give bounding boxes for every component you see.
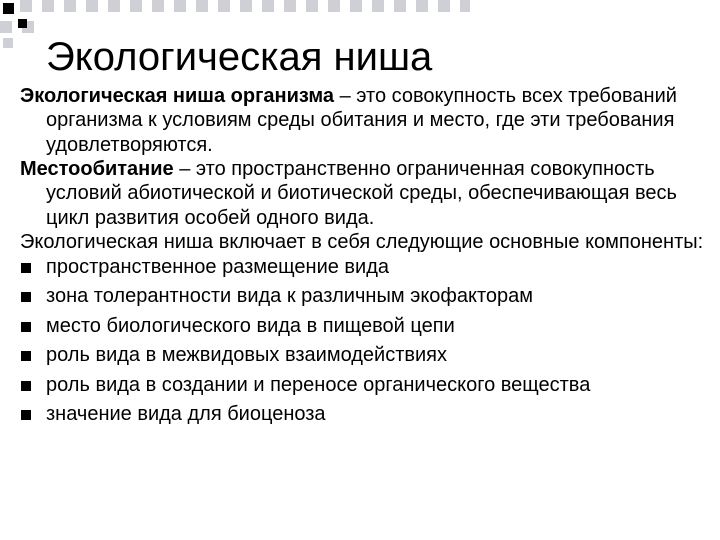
- list-item-text: пространственное размещение вида: [46, 255, 390, 278]
- list-item-text: роль вида в создании и переносе органического вещества: [46, 373, 591, 396]
- list-item: [20, 402, 710, 426]
- definition-habitat: [20, 157, 710, 230]
- list-item: [20, 314, 710, 338]
- square-bullet-icon: [21, 410, 31, 420]
- list-item: [20, 284, 710, 308]
- list-item-text: роль вида в межвидовых взаимодействиях: [46, 344, 448, 367]
- square-bullet-icon: [21, 381, 31, 391]
- components-intro: [20, 230, 710, 254]
- list-item: [20, 373, 710, 397]
- slide-title: Экологическая ниша: [46, 35, 433, 79]
- term-habitat: Местообитание: [20, 158, 174, 181]
- definition-ecological-niche: [20, 84, 710, 157]
- list-item: [20, 343, 710, 367]
- list-item: [20, 255, 710, 279]
- definition-text: – это пространственно ограниченная совокупность условий абиотической и биотической среды, обеспечивающая весь цикл развития особей одного вида.: [46, 158, 677, 229]
- term-ecological-niche: Экологическая ниша организма: [20, 85, 335, 107]
- list-item-text: место биологического вида в пищевой цепи: [46, 314, 455, 337]
- square-bullet-icon: [21, 322, 31, 332]
- square-bullet-icon: [21, 292, 31, 302]
- list-item-text: зона толерантности вида к различным экофакторам: [46, 285, 534, 308]
- list-item-text: значение вида для биоценоза: [46, 402, 326, 425]
- slide-content: [20, 84, 710, 431]
- intro-text: Экологическая ниша включает в себя следующие основные компоненты:: [20, 231, 704, 254]
- definition-text: – это совокупность всех требований организма к условиям среды обитания и место, где эти требования удовлетворяются.: [46, 85, 677, 156]
- square-bullet-icon: [21, 351, 31, 361]
- square-bullet-icon: [21, 263, 31, 273]
